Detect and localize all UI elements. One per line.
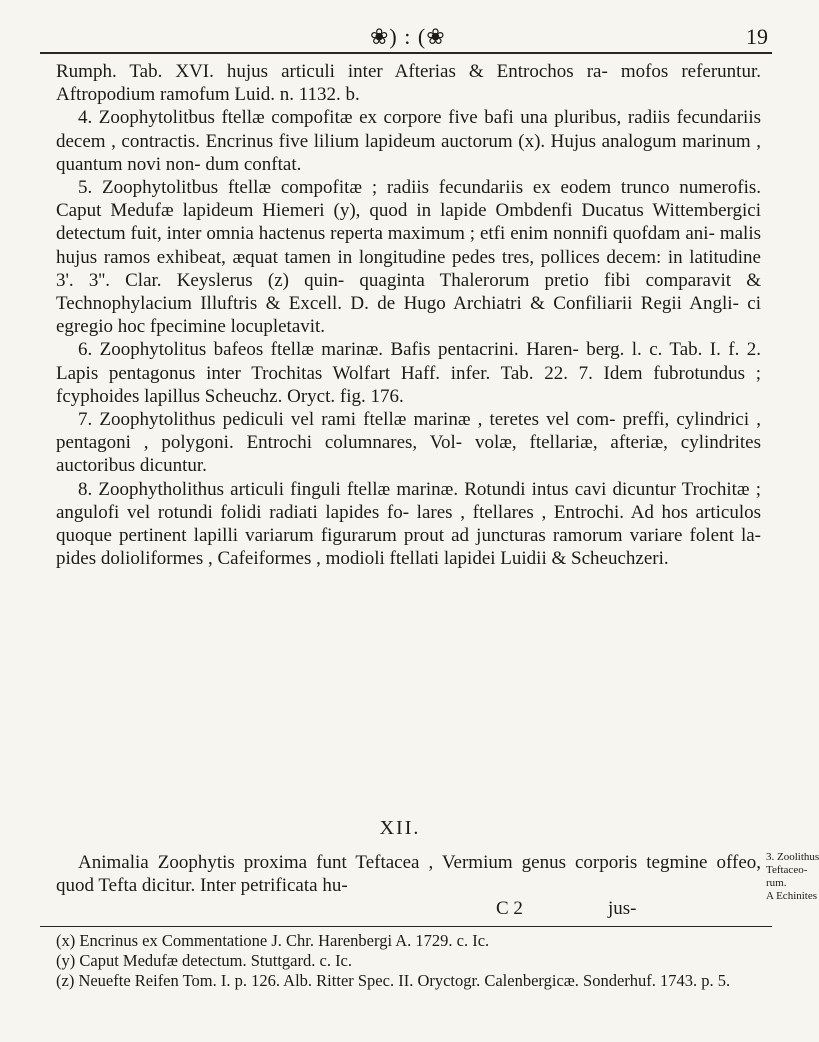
margin-note-line: rum. <box>766 877 787 889</box>
section-heading: XII. <box>379 817 421 839</box>
footnote: (y) Caput Medufæ detectum. Stuttgard. c. Ic. <box>56 951 353 970</box>
margin-note-line: 3. Zoolithus <box>766 851 819 863</box>
main-text <box>56 60 761 570</box>
footnote: (z) Neuefte Reifen Tom. I. p. 126. Alb. Ritter Spec. II. Oryctogr. Calenbergicæ. Sonderhuf. 1743. p. 5. <box>56 971 731 990</box>
paragraph: 6. Zoophytolitus bafeos ftellæ marinæ. Bafis pentacrini. Haren- berg. l. c. Tab. I. f. 2. Lapis pentagonus inter Trochitas Wolfart Haff. infer. Tab. 22. 7. Idem fubrotundus ; fcyphoides lapillus Scheuchz. Oryct. fig. 176. <box>56 339 761 407</box>
margin-note-line: A Echinites <box>766 890 818 902</box>
footnotes <box>56 931 761 991</box>
paragraph: 5. Zoophytolitbus ftellæ compofitæ ; radiis fecundariis ex eodem trunco numerofis. Caput Medufæ lapideum Hiemeri (y), quod in lapide Ombdenfi Ducatus Wittembergici detectum fuit, inter omnia hactenus reperta maximum ; etfi enim nonnifi quofdam ani- malis hujus ramos exhibeat, æquat tamen in longitudine pedes tres, pollices decem: in latitudine 3'. 3''. Clar. Keyslerus (z) quin- quaginta Thalerorum pretio fibi comparavit & Technophylacium Illuftris & Excell. D. de Hugo Archiatri & Confiliarii Regii Angli- ci egregio hoc fpecimine locupletavit. <box>56 177 761 338</box>
footnote-rule <box>40 926 772 927</box>
page-number: 19 <box>746 24 768 49</box>
paragraph: Rumph. Tab. XVI. hujus articuli inter Afterias & Entrochos ra- mofos referuntur. Aftropodium ramofum Luid. n. 1132. b. <box>56 61 761 106</box>
margin-note <box>766 851 819 903</box>
paragraph: 4. Zoophytolitbus ftellæ compofitæ ex corpore five bafi una pluribus, radiis fecundariis decem , contractis. Encrinus five lilium lapideum auctorum (x). Hujus analogum marinum , quantum novi non- dum conftat. <box>56 107 761 175</box>
margin-note-line: Teftaceo- <box>766 864 808 876</box>
section-paragraph: Animalia Zoophytis proxima funt Teftacea , Vermium genus corporis tegmine offeo, quod Tefta dicitur. Inter petrificata hu- <box>56 852 761 897</box>
signature-line <box>56 898 761 922</box>
paragraph: 8. Zoophytholithus articuli finguli ftellæ marinæ. Rotundi intus cavi dicuntur Trochitæ ; angulofi vel rotundi folidi radiati lapides fo- lares , ftellares , Entrochi. Ad hos articulos quoque pertinent lapilli variarum figurarum prout ad juncturas ramorum variare folent la- pides dolioliformes , Cafeiformes , modioli ftellati lapidei Luidii & Scheuchzeri. <box>56 478 761 570</box>
header-ornament: ❀) : (❀ <box>370 24 446 49</box>
catchword: jus- <box>608 898 637 919</box>
running-header <box>40 22 772 54</box>
paragraph: 7. Zoophytolithus pediculi vel rami ftellæ marinæ , teretes vel com- preffi, cylindrici , pentagoni , polygoni. Entrochi columnares, Vol- volæ, ftellariæ, afteriæ, cylindrites auctoribus dicuntur. <box>56 409 761 477</box>
signature-mark: C 2 <box>496 898 523 919</box>
footnote: (x) Encrinus ex Commentatione J. Chr. Harenbergi A. 1729. c. Ic. <box>56 931 490 950</box>
